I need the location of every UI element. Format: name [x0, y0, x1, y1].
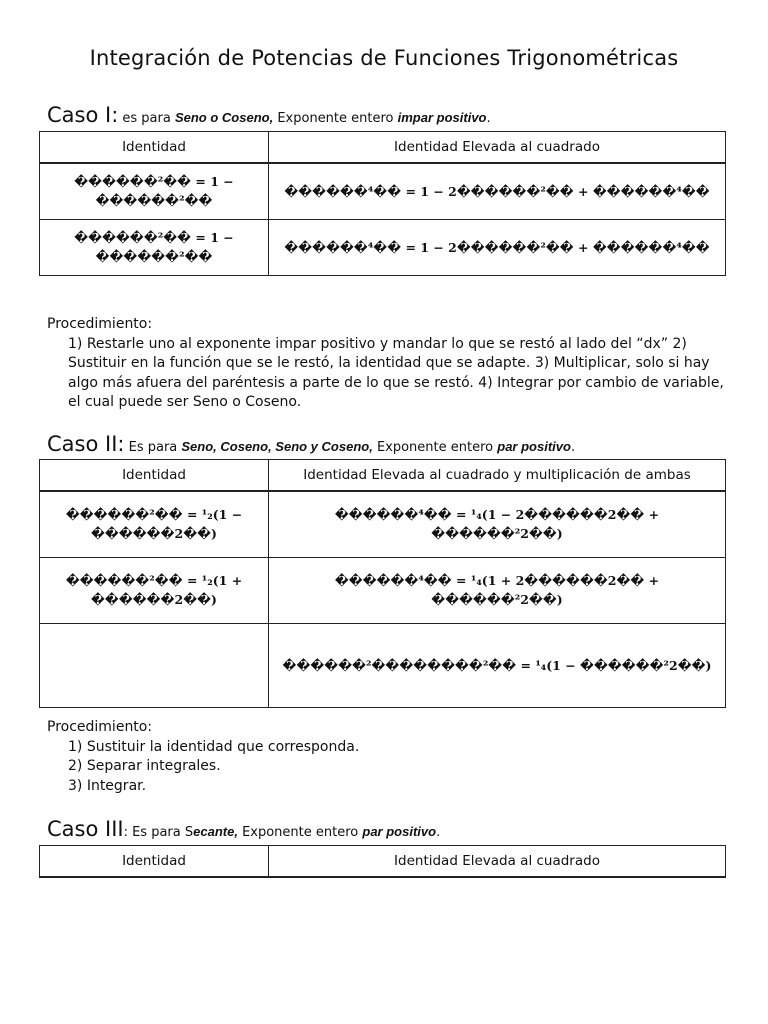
caso2-label: Caso II: — [47, 432, 125, 456]
table-row — [40, 219, 726, 275]
caso1-heading — [47, 103, 491, 127]
procedure-2 — [47, 718, 737, 796]
procedure-item: 2) Separar integrales. — [68, 758, 221, 774]
column-header: Identidad — [40, 846, 269, 878]
procedure-label: Procedimiento: — [47, 316, 153, 332]
formula-cell: ������²��������²�� = ¹₄(1 − ������²2��) — [269, 623, 726, 707]
caso1-bold-1: Seno o Coseno, — [174, 110, 274, 125]
caso3-bold-1: ecante, — [193, 824, 238, 839]
procedure-1 — [47, 315, 737, 413]
caso3-table — [39, 845, 726, 878]
caso2-table — [39, 459, 726, 708]
formula-cell: ������²�� = 1 − ������²�� — [40, 219, 269, 275]
column-header: Identidad Elevada al cuadrado y multiplicación de ambas — [269, 460, 726, 492]
caso2-heading — [47, 432, 575, 456]
column-header: Identidad Elevada al cuadrado — [269, 132, 726, 164]
caso1-table — [39, 131, 726, 276]
caso3-text-before: : Es para S — [123, 825, 194, 840]
caso1-bold-2: impar positivo — [397, 110, 487, 125]
column-header: Identidad Elevada al cuadrado — [269, 846, 726, 878]
table-row — [40, 623, 726, 707]
formula-cell: ������²�� = ¹₂(1 − ������2��) — [40, 491, 269, 557]
page-title: Integración de Potencias de Funciones Trigonométricas — [89, 46, 679, 70]
caso1-text-before: es para — [118, 111, 175, 126]
caso2-text-end: . — [570, 440, 576, 455]
caso3-heading — [47, 817, 440, 841]
caso3-text-end: . — [436, 825, 441, 840]
caso2-bold-2: par positivo — [497, 439, 571, 454]
table-row — [40, 557, 726, 623]
caso2-bold-1: Seno, Coseno, Seno y Coseno, — [181, 439, 373, 454]
table-row — [40, 491, 726, 557]
caso1-text-end: . — [486, 111, 491, 126]
table-row — [40, 163, 726, 219]
caso3-bold-2: par positivo — [362, 824, 437, 839]
formula-cell: ������²�� = ¹₂(1 + ������2��) — [40, 557, 269, 623]
formula-cell: ������²�� = 1 − ������²�� — [40, 163, 269, 219]
column-header: Identidad — [40, 132, 269, 164]
caso1-text-mid: Exponente entero — [273, 111, 398, 126]
formula-cell: ������⁴�� = ¹₄(1 − 2������2�� + ������²2��) — [269, 491, 726, 557]
table-header-row — [40, 460, 726, 492]
column-header: Identidad — [40, 460, 269, 492]
table-header-row — [40, 846, 726, 878]
table-header-row — [40, 132, 726, 164]
caso3-text-mid: Exponente entero — [237, 825, 363, 840]
formula-cell: ������⁴�� = 1 − 2������²�� + ������⁴�� — [269, 163, 726, 219]
caso2-text-mid: Exponente entero — [372, 440, 498, 455]
caso1-label: Caso I: — [47, 103, 119, 127]
procedure-text: 1) Restarle uno al exponente impar positivo y mandar lo que se restó al lado del “dx” 2) Sustituir en la función que se le restó, la identidad que se adapte. 3) Multiplicar, solo si hay algo más afuera del paréntesis a parte de lo que se restó. 4) Integrar por cambio de variable, el cual puede ser Seno o Coseno. — [68, 335, 724, 410]
formula-cell — [40, 623, 269, 707]
procedure-item: 3) Integrar. — [68, 777, 147, 794]
caso3-label: Caso III — [47, 817, 124, 841]
caso2-text-before: Es para — [124, 440, 182, 455]
formula-cell: ������⁴�� = ¹₄(1 + 2������2�� + ������²2��) — [269, 557, 726, 623]
procedure-label: Procedimiento: — [47, 719, 153, 735]
formula-cell: ������⁴�� = 1 − 2������²�� + ������⁴�� — [269, 219, 726, 275]
procedure-item: 1) Sustituir la identidad que corresponda. — [68, 738, 360, 755]
